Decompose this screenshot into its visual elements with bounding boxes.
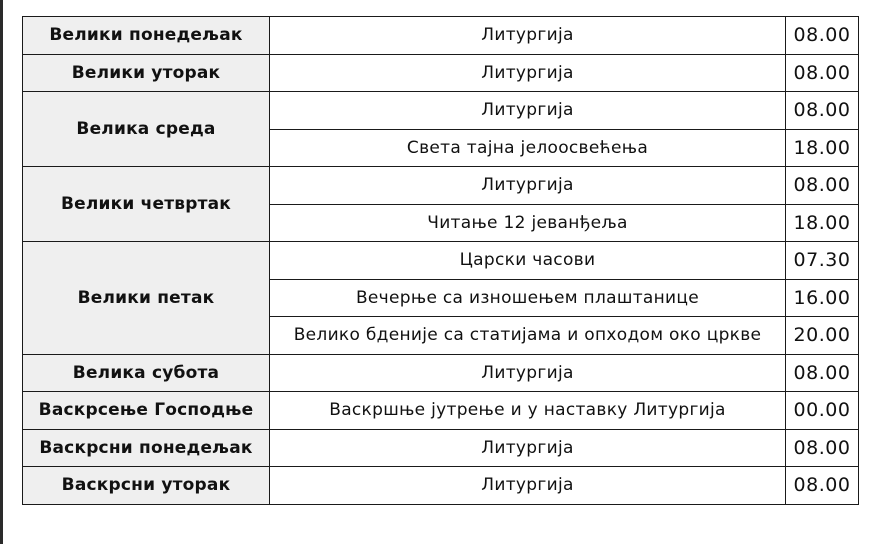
left-edge-border — [0, 0, 3, 544]
time-cell: 08.00 — [786, 467, 859, 505]
day-cell: Васкрсни уторак — [23, 467, 270, 505]
table-row — [23, 92, 859, 130]
day-cell: Велики петак — [23, 242, 270, 355]
time-cell: 08.00 — [786, 167, 859, 205]
event-cell: Велико бденије са статијама и опходом око цркве — [270, 317, 786, 355]
schedule-body — [23, 17, 859, 505]
time-cell: 16.00 — [786, 279, 859, 317]
time-cell: 07.30 — [786, 242, 859, 280]
table-row — [23, 392, 859, 430]
day-cell: Велики понедељак — [23, 17, 270, 55]
event-cell: Литургија — [270, 354, 786, 392]
table-row — [23, 242, 859, 280]
table-row — [23, 467, 859, 505]
day-cell: Велика среда — [23, 92, 270, 167]
time-cell: 08.00 — [786, 92, 859, 130]
event-cell: Литургија — [270, 54, 786, 92]
time-cell: 08.00 — [786, 54, 859, 92]
day-cell: Васкрсни понедељак — [23, 429, 270, 467]
table-row — [23, 17, 859, 55]
day-cell: Велика субота — [23, 354, 270, 392]
day-cell: Велики уторак — [23, 54, 270, 92]
event-cell: Литургија — [270, 17, 786, 55]
time-cell: 08.00 — [786, 429, 859, 467]
event-cell: Света тајна јелоосвећења — [270, 129, 786, 167]
time-cell: 00.00 — [786, 392, 859, 430]
event-cell: Литургија — [270, 92, 786, 130]
event-cell: Вечерње са изношењем плаштанице — [270, 279, 786, 317]
table-row — [23, 429, 859, 467]
table-row — [23, 167, 859, 205]
time-cell: 08.00 — [786, 354, 859, 392]
event-cell: Царски часови — [270, 242, 786, 280]
event-cell: Читање 12 јеванђеља — [270, 204, 786, 242]
event-cell: Литургија — [270, 467, 786, 505]
table-row — [23, 54, 859, 92]
schedule-table — [22, 16, 859, 505]
time-cell: 18.00 — [786, 204, 859, 242]
event-cell: Литургија — [270, 429, 786, 467]
time-cell: 20.00 — [786, 317, 859, 355]
event-cell: Васкршње јутрење и у наставку Литургија — [270, 392, 786, 430]
event-cell: Литургија — [270, 167, 786, 205]
table-row — [23, 354, 859, 392]
time-cell: 18.00 — [786, 129, 859, 167]
time-cell: 08.00 — [786, 17, 859, 55]
day-cell: Велики четвртак — [23, 167, 270, 242]
day-cell: Васкрсење Господње — [23, 392, 270, 430]
